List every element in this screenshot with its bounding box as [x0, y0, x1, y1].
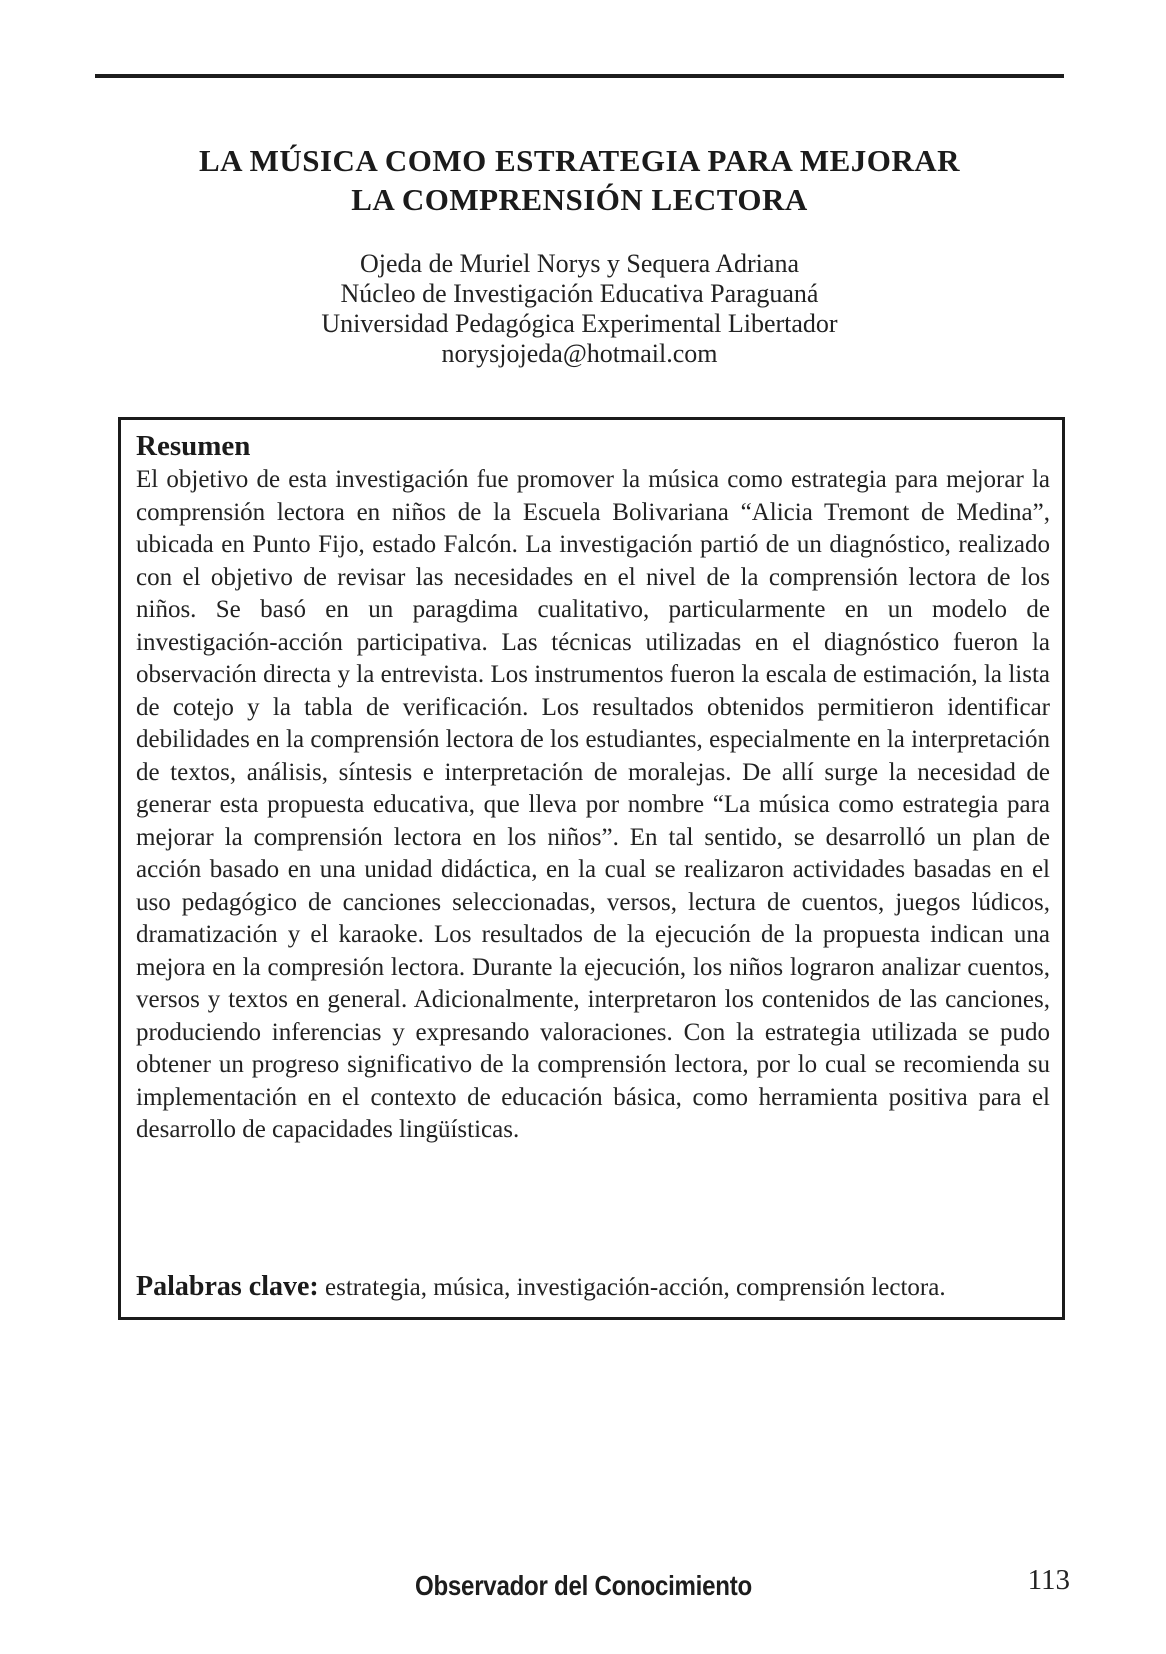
keywords-text: estrategia, música, investigación-acción, comprensión lectora.	[318, 1274, 946, 1301]
article-title-line-1: LA MÚSICA COMO ESTRATEGIA PARA MEJORAR	[198, 143, 961, 178]
keywords-line	[136, 1271, 1050, 1303]
abstract-box	[118, 417, 1065, 1320]
article-title	[95, 141, 1064, 219]
contact-email: norysjojeda@hotmail.com	[441, 339, 718, 368]
top-horizontal-rule	[95, 74, 1064, 78]
abstract-heading: Resumen	[136, 430, 251, 462]
page-number: 113	[1027, 1564, 1070, 1596]
author-names: Ojeda de Muriel Norys y Sequera Adriana	[360, 249, 799, 278]
research-group: Núcleo de Investigación Educativa Paraguaná	[340, 279, 819, 308]
keywords-label: Palabras clave:	[136, 1271, 319, 1302]
university-name: Universidad Pedagógica Experimental Libertador	[321, 309, 838, 338]
abstract-text: El objetivo de esta investigación fue promover la música como estrategia para mejorar la comprensión lectora en niños de la Escuela Bolivariana “Alicia Tremont de Medina”, ubicada en Punto Fijo, estado Falcón. La investigación partió de un diagnóstico, realizado con el objetivo de revisar las necesidades en el nivel de la comprensión lectora de los niños. Se basó en un paragdima cualitativo, particularmente en un modelo de investigación-acción participativa. Las técnicas utilizadas en el diagnóstico fueron la observación directa y la entrevista. Los instrumentos fueron la escala de estimación, la lista de cotejo y la tabla de verificación. Los resultados obtenidos permitieron identificar debilidades en la comprensión lectora de los estudiantes, especialmente en la interpretación de textos, análisis, síntesis e interpretación de moralejas. De allí surge la necesidad de generar esta propuesta educativa, que lleva por nombre “La música como estrategia para mejorar la comprensión lectora en los niños”. En tal sentido, se desarrolló un plan de acción basado en una unidad didáctica, en la cual se realizaron actividades basadas en el uso pedagógico de canciones seleccionadas, versos, lectura de cuentos, juegos lúdicos, dramatización y el karaoke. Los resultados de la ejecución de la propuesta indican una mejora en la compresión lectora. Durante la ejecución, los niños lograron analizar cuentos, versos y textos en general. Adicionalmente, interpretaron los contenidos de las canciones, produciendo inferencias y expresando valoraciones. Con la estrategia utilizada se pudo obtener un progreso significativo de la comprensión lectora, por lo cual se recomienda su implementación en el contexto de educación básica, como herramienta positiva para el desarrollo de capacidades lingüísticas.	[136, 466, 1050, 1143]
article-title-line-2: LA COMPRENSIÓN LECTORA	[351, 182, 808, 217]
authors-block	[95, 249, 1064, 369]
journal-name: Observador del Conocimiento	[415, 1570, 752, 1601]
